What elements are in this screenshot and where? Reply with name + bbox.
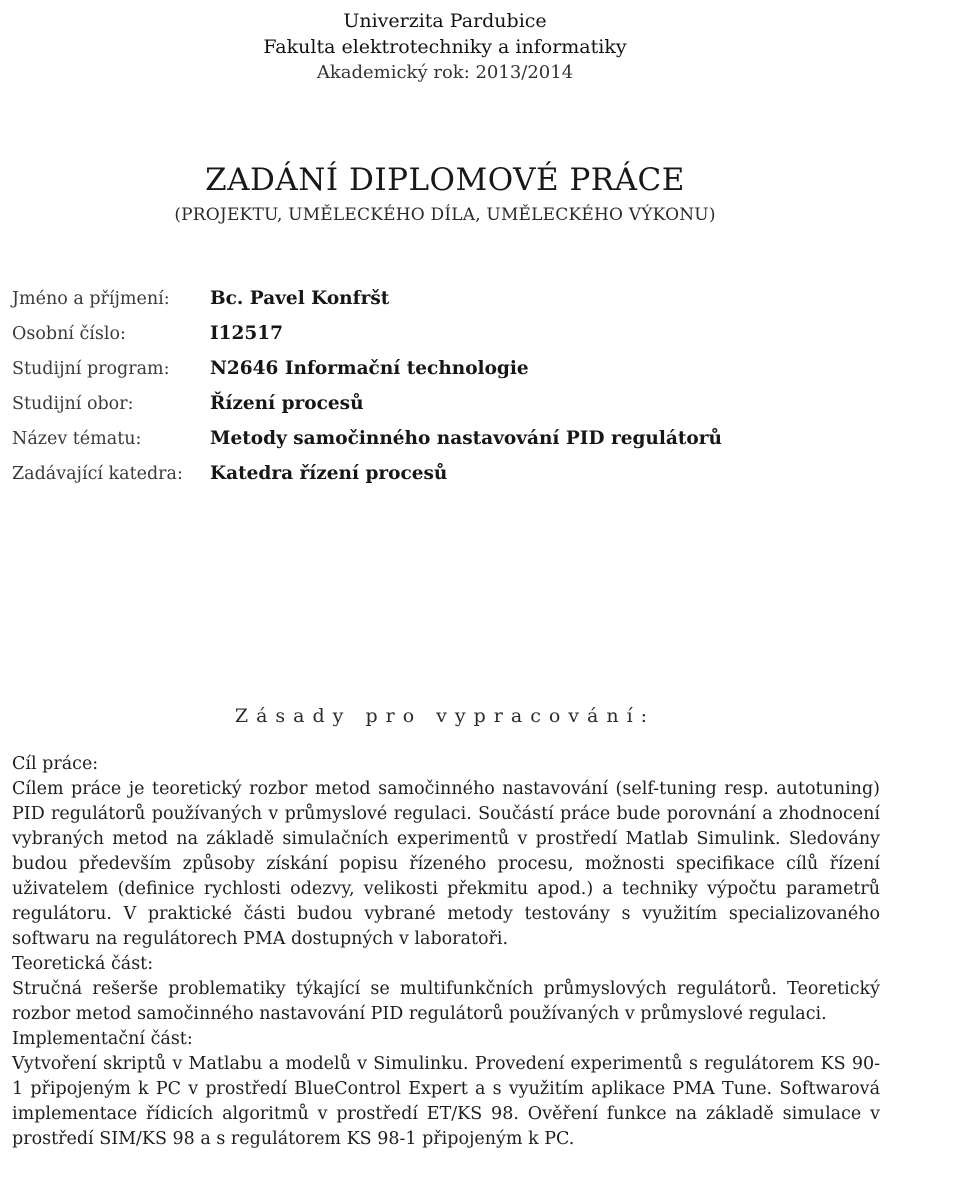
info-row-study-field — [12, 393, 722, 428]
info-row-topic — [12, 428, 722, 463]
section-text-theory: Stručná rešerše problematiky týkající se multifunkčních průmyslových regulátorů. Teoretický rozbor metod samočinného nastavování PID regulátorů používaných v průmyslové regulaci. — [12, 979, 880, 1024]
assignment-body — [12, 752, 880, 1152]
document-subtitle: (PROJEKTU, UMĚLECKÉHO DÍLA, UMĚLECKÉHO VÝKONU) — [174, 205, 716, 225]
info-label: Osobní číslo: — [12, 324, 126, 344]
student-info-table — [12, 288, 722, 498]
info-label: Studijní obor: — [12, 394, 134, 414]
info-label: Studijní program: — [12, 359, 170, 379]
info-row-name — [12, 288, 722, 323]
info-row-study-program — [12, 358, 722, 393]
info-value: Bc. Pavel Konfršt — [210, 288, 390, 309]
info-value: I12517 — [210, 323, 284, 344]
section-label-theory: Teoretická část: — [12, 954, 154, 974]
document-header — [0, 8, 890, 86]
section-text-goal: Cílem práce je teoretický rozbor metod samočinného nastavování (self-tuning resp. autotuning) PID regulátorů používaných v průmyslové regulaci. Součástí práce bude porovnání a zhodnocení vybraných metod na základě simulačních experimentů v prostředí Matlab Simulink. Sledovány budou především způsoby získání popisu řízeného procesu, možnosti specifikace cílů řízení uživatelem (definice rychlosti odezvy, velikosti překmitu apod.) a techniky výpočtu parametrů regulátoru. V praktické části budou vybrané metody testovány s využitím specializovaného softwaru na regulátorech PMA dostupných v laboratoři. — [12, 779, 880, 949]
info-value: N2646 Informační technologie — [210, 358, 529, 379]
info-value: Katedra řízení procesů — [210, 463, 448, 484]
zasady-heading: Zásady pro vypracování: — [234, 705, 656, 727]
section-text-implementation: Vytvoření skriptů v Matlabu a modelů v Simulinku. Provedení experimentů s regulátorem KS 90-1 připojeným k PC v prostředí BlueControl Expert a s využitím aplikace PMA Tune. Softwarová implementace řídicích algoritmů v prostředí ET/KS 98. Ověření funkce na základě simulace v prostředí SIM/KS 98 a s regulátorem KS 98-1 připojeným k PC. — [12, 1054, 880, 1149]
info-label: Jméno a příjmení: — [12, 289, 170, 309]
university-name: Univerzita Pardubice — [343, 10, 547, 32]
faculty-name: Fakulta elektrotechniky a informatiky — [263, 36, 627, 58]
info-value: Metody samočinného nastavování PID regulátorů — [210, 428, 722, 449]
info-row-department — [12, 463, 722, 498]
document-title: ZADÁNÍ DIPLOMOVÉ PRÁCE — [205, 162, 685, 198]
section-label-goal: Cíl práce: — [12, 754, 99, 774]
info-label: Zadávající katedra: — [12, 464, 183, 484]
info-label: Název tématu: — [12, 429, 142, 449]
academic-year: Akademický rok: 2013/2014 — [316, 62, 574, 83]
info-value: Řízení procesů — [210, 393, 364, 414]
info-row-personal-number — [12, 323, 722, 358]
section-label-implementation: Implementační část: — [12, 1029, 193, 1049]
